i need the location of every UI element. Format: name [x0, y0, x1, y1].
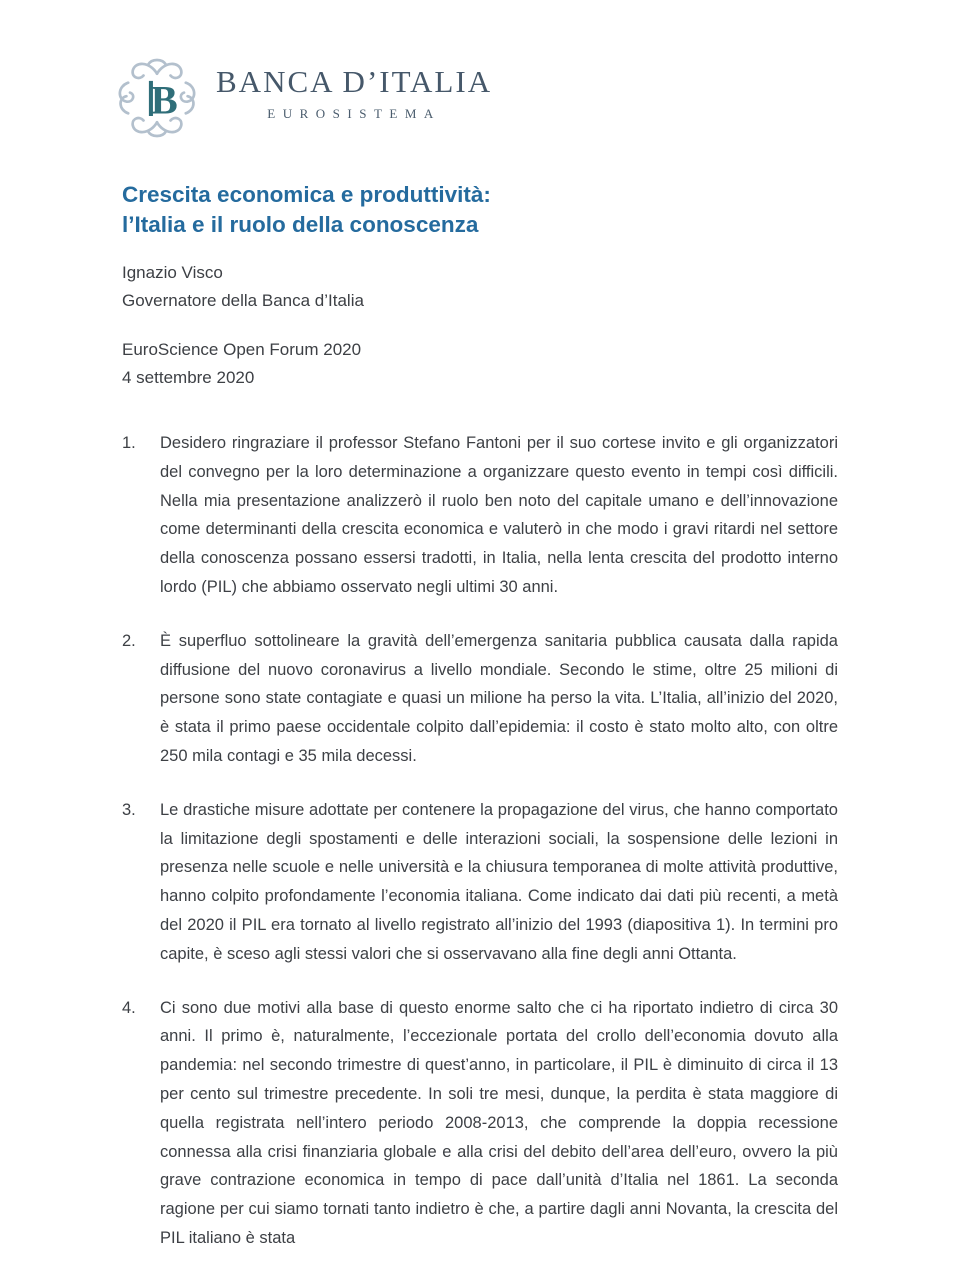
page-title-line1: Crescita economica e produttività:: [122, 182, 491, 207]
banca-ditalia-logo: [112, 52, 492, 144]
author-role: Governatore della Banca d’Italia: [122, 290, 364, 310]
author-name: Ignazio Visco: [122, 263, 223, 282]
svg-text:B: B: [150, 77, 178, 123]
paragraph-text: Ci sono due motivi alla base di questo enorme salto che ci ha riportato indietro di circa 30 anni. Il primo è, naturalmente, l’eccezionale portata del crollo dell’economia dovuto alla pandemia: nel secondo trimestre di quest’anno, in particolare, il PIL è diminuito di circa il 13 per cento sul trimestre precedente. In soli tre mesi, dunque, la perdita è stata maggiore di quella registrata nell’intero periodo 2008-2013, che comprende la doppia recessione connessa alla crisi finanziaria globale e alla crisi del debito dell’area dell’euro, ovvero la più grave contrazione economica in tempo di pace dall’unità d’Italia nel 1861. La seconda ragione per cui siamo tornati tanto indietro è che, a partire dagli anni Novanta, la crescita del PIL italiano è stata: [160, 998, 838, 1247]
paragraph-number: 1.: [122, 434, 136, 452]
paragraph-number: 2.: [122, 631, 136, 650]
paragraph-1: [122, 429, 838, 602]
banca-ditalia-emblem-icon: [112, 52, 202, 144]
paragraph-3: [122, 796, 838, 969]
eurosistema-label: EUROSISTEMA: [267, 106, 441, 121]
bank-name: BANCA D’ITALIA: [216, 64, 493, 99]
paragraph-text: È superfluo sottolineare la gravità dell’emergenza sanitaria pubblica causata dalla rapida diffusione del nuovo coronavirus a livello mondiale. Secondo le stime, oltre 25 milioni di persone sono state contagiate e quasi un milione ha perso la vita. L’Italia, all’inizio del 2020, è stata il primo paese occidentale colpito dall’epidemia: il costo è stato molto alto, con oltre 250 mila contagi e 35 mila decessi.: [160, 631, 838, 765]
paragraph-text: Desidero ringraziare il professor Stefano Fantoni per il suo cortese invito e gli organizzatori del convegno per la loro determinazione a organizzare questo evento in tempi così difficili. Nella mia presentazione analizzerò il ruolo ben noto del capitale umano e dell’innovazione come determinanti della crescita economica e valuterò in che modo i gravi ritardi nel settore della conoscenza possano essersi tradotti, in Italia, nella lenta crescita del prodotto interno lordo (PIL) che abbiamo osservato negli ultimi 30 anni.: [160, 434, 838, 596]
page-title: [122, 180, 838, 240]
paragraph-number: 3.: [122, 800, 136, 819]
event-name: EuroScience Open Forum 2020: [122, 340, 362, 359]
paragraph-number: 4.: [122, 998, 136, 1017]
logo-wordmark: [216, 52, 492, 122]
event-date: 4 settembre 2020: [122, 367, 255, 387]
paragraph-text: Le drastiche misure adottate per contenere la propagazione del virus, che hanno comportato la limitazione degli spostamenti e delle interazioni sociali, la sospensione delle lezioni in presenza nelle scuole e nelle università e la chiusura temporanea di molte attività produttive, hanno colpito profondamente l’economia italiana. Come indicato dai dati più recenti, a metà del 2020 il PIL era tornato al livello registrato all’inizio del 1993 (diapositiva 1). In termini pro capite, è sceso agli stessi valori che si osservavano alla fine degli anni Ottanta.: [160, 800, 838, 963]
paragraph-2: [122, 627, 838, 771]
event-block: [122, 336, 838, 391]
author-block: [122, 259, 838, 314]
page-title-line2: l’Italia e il ruolo della conoscenza: [122, 212, 479, 237]
paragraph-4: [122, 994, 838, 1253]
paragraph-list: [122, 429, 838, 1278]
